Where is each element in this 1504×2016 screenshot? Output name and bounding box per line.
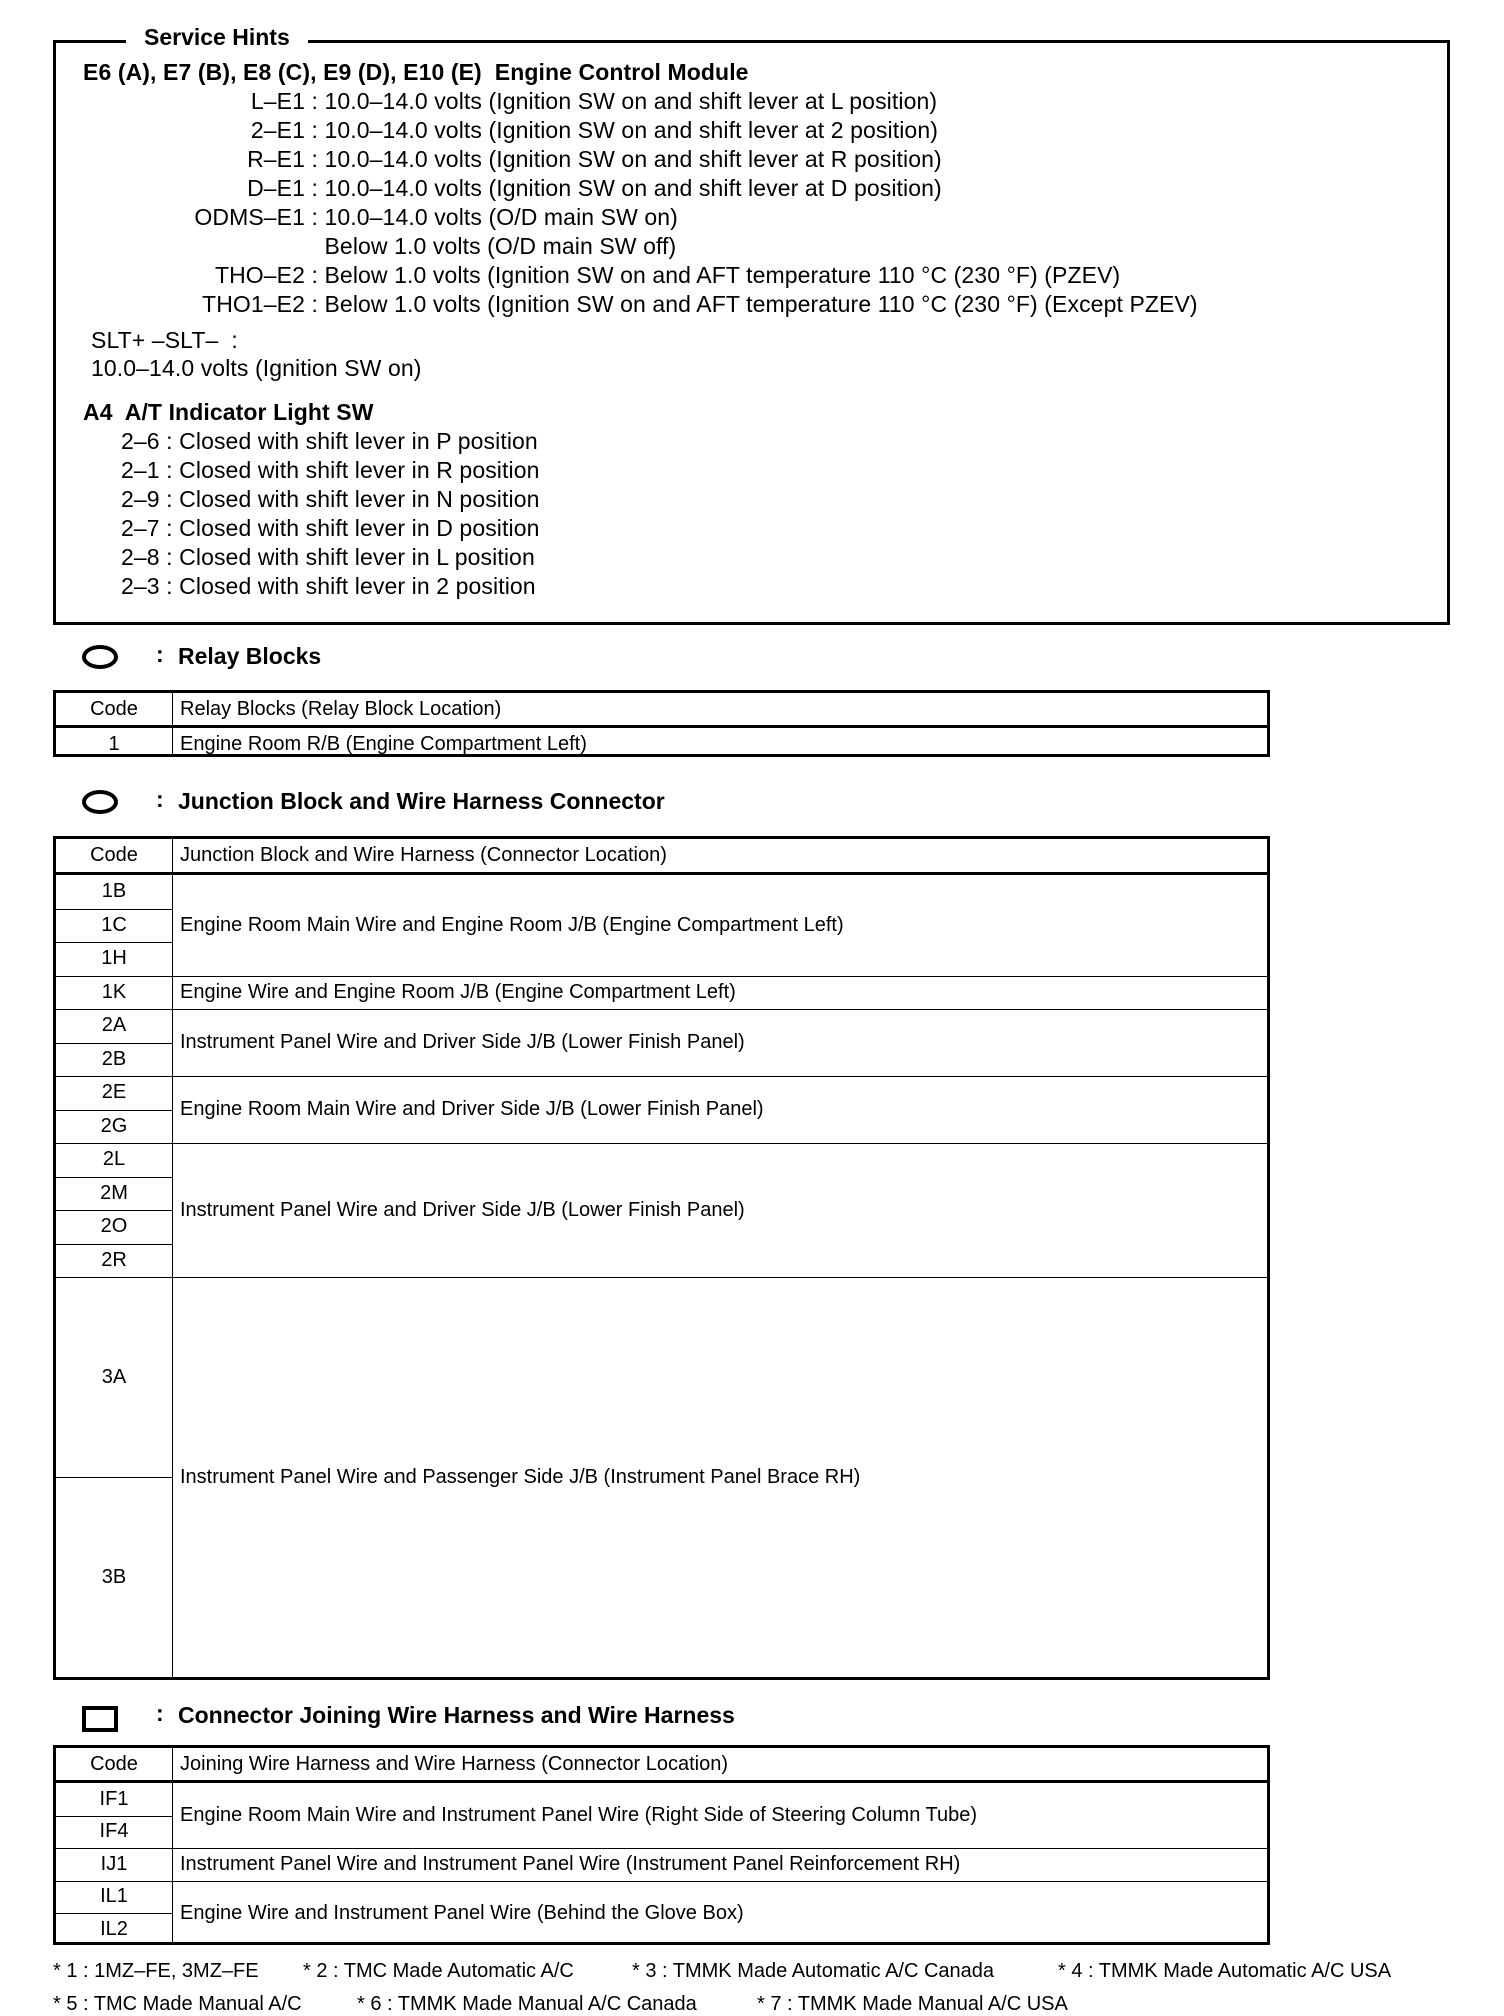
column-divider bbox=[172, 839, 173, 1677]
section-colon: : bbox=[156, 641, 164, 667]
oval-icon bbox=[82, 790, 118, 814]
ecm-line-text: Below 1.0 volts (Ignition SW on and AFT temperature 110 °C (230 °F) (PZEV) bbox=[318, 262, 1121, 288]
column-divider bbox=[172, 693, 173, 754]
code-cell: 2O bbox=[100, 1215, 128, 1238]
service-hints-title: Service Hints bbox=[126, 24, 308, 51]
code-cell: 2M bbox=[100, 1181, 128, 1204]
slt-label: SLT+ –SLT– : bbox=[91, 327, 238, 353]
code-cell: 3B bbox=[101, 1565, 127, 1588]
section-colon: : bbox=[156, 1700, 164, 1726]
indicator-line: 2–3 : Closed with shift lever in 2 position bbox=[121, 573, 536, 599]
ecm-line bbox=[0, 203, 678, 232]
junction-blocks-table bbox=[53, 836, 1270, 1680]
section-colon: : bbox=[156, 786, 164, 812]
header-code: Code bbox=[90, 844, 138, 866]
column-divider bbox=[172, 1748, 173, 1942]
oval-icon bbox=[82, 645, 118, 669]
code-cell: 3A bbox=[101, 1365, 127, 1388]
footnote: * 7 : TMMK Made Manual A/C USA bbox=[757, 1993, 1068, 2015]
footnote: * 3 : TMMK Made Automatic A/C Canada bbox=[632, 1960, 995, 1982]
location-cell: Instrument Panel Wire and Instrument Panel Wire (Instrument Panel Reinforcement RH) bbox=[180, 1852, 961, 1875]
indicator-line: 2–8 : Closed with shift lever in L position bbox=[121, 544, 535, 570]
code-cell: 1H bbox=[101, 947, 127, 970]
indicator-line: 2–9 : Closed with shift lever in N position bbox=[121, 486, 540, 512]
code-cell: 1C bbox=[101, 913, 127, 936]
ecm-line bbox=[0, 232, 676, 261]
ecm-line-code: THO1–E2 : bbox=[202, 291, 318, 317]
ecm-line bbox=[0, 261, 1120, 290]
code-cell: IJ1 bbox=[100, 1852, 128, 1875]
ecm-line bbox=[0, 145, 942, 174]
footnote: * 1 : 1MZ–FE, 3MZ–FE bbox=[53, 1960, 259, 1982]
footnote: * 4 : TMMK Made Automatic A/C USA bbox=[1058, 1960, 1392, 1982]
connectors-table bbox=[53, 1745, 1270, 1945]
slt-value: 10.0–14.0 volts (Ignition SW on) bbox=[91, 355, 422, 381]
code-cell: 2A bbox=[101, 1014, 127, 1037]
location-cell: Instrument Panel Wire and Driver Side J/B (Lower Finish Panel) bbox=[180, 1198, 745, 1221]
ecm-line-code: R–E1 : bbox=[247, 146, 318, 172]
ecm-line bbox=[0, 116, 938, 145]
ecm-line-text: 10.0–14.0 volts (Ignition SW on and shift lever at D position) bbox=[318, 175, 942, 201]
code-cell: 1B bbox=[101, 880, 127, 903]
code-cell: 1 bbox=[108, 732, 120, 755]
footnote: * 5 : TMC Made Manual A/C bbox=[53, 1993, 302, 2015]
footnote: * 6 : TMMK Made Manual A/C Canada bbox=[357, 1993, 697, 2015]
rectangle-icon bbox=[82, 1706, 118, 1732]
ecm-line-text: Below 1.0 volts (O/D main SW off) bbox=[318, 233, 677, 259]
code-cell: 2R bbox=[101, 1248, 127, 1271]
code-cell: 2E bbox=[101, 1081, 127, 1104]
ecm-line-text: 10.0–14.0 volts (Ignition SW on and shift lever at R position) bbox=[318, 146, 942, 172]
indicator-line: 2–7 : Closed with shift lever in D position bbox=[121, 515, 540, 541]
code-cell: 1K bbox=[101, 980, 127, 1003]
header-desc: Relay Blocks (Relay Block Location) bbox=[180, 697, 502, 720]
code-cell: 2G bbox=[100, 1114, 128, 1137]
ecm-line-code: L–E1 : bbox=[250, 88, 318, 114]
header-code: Code bbox=[90, 697, 138, 720]
code-cell: 2L bbox=[102, 1148, 126, 1171]
ecm-line-code: THO–E2 : bbox=[214, 262, 318, 288]
location-cell: Engine Wire and Engine Room J/B (Engine Compartment Left) bbox=[180, 980, 736, 1003]
ecm-line-code: ODMS–E1 : bbox=[194, 204, 318, 230]
ecm-line-text: 10.0–14.0 volts (Ignition SW on and shift lever at 2 position) bbox=[318, 117, 938, 143]
ecm-line-text: 10.0–14.0 volts (O/D main SW on) bbox=[318, 204, 678, 230]
footnote: * 2 : TMC Made Automatic A/C bbox=[303, 1960, 574, 1982]
ecm-line-text: 10.0–14.0 volts (Ignition SW on and shift lever at L position) bbox=[318, 88, 938, 114]
ecm-line-code: 2–E1 : bbox=[250, 117, 318, 143]
ecm-heading: E6 (A), E7 (B), E8 (C), E9 (D), E10 (E) Engine Control Module bbox=[83, 59, 749, 85]
indicator-line: 2–1 : Closed with shift lever in R position bbox=[121, 457, 540, 483]
header-desc: Joining Wire Harness and Wire Harness (Connector Location) bbox=[180, 1752, 729, 1775]
location-cell: Engine Room Main Wire and Driver Side J/B (Lower Finish Panel) bbox=[180, 1098, 764, 1120]
code-cell: IL2 bbox=[100, 1917, 128, 1940]
location-cell: Instrument Panel Wire and Passenger Side J/B (Instrument Panel Brace RH) bbox=[180, 1465, 861, 1488]
header-code: Code bbox=[90, 1752, 138, 1775]
code-cell: IF1 bbox=[99, 1787, 129, 1810]
junction-blocks-heading: Junction Block and Wire Harness Connector bbox=[178, 788, 665, 814]
connectors-heading: Connector Joining Wire Harness and Wire Harness bbox=[178, 1702, 735, 1728]
ecm-line bbox=[0, 290, 1198, 319]
ecm-line-code: D–E1 : bbox=[247, 175, 318, 201]
code-cell: IL1 bbox=[100, 1885, 128, 1908]
location-cell: Engine Room Main Wire and Engine Room J/B (Engine Compartment Left) bbox=[180, 913, 844, 936]
relay-blocks-heading: Relay Blocks bbox=[178, 643, 322, 669]
ecm-line bbox=[0, 174, 942, 203]
indicator-line: 2–6 : Closed with shift lever in P position bbox=[121, 428, 538, 454]
location-cell: Engine Wire and Instrument Panel Wire (Behind the Glove Box) bbox=[180, 1901, 744, 1924]
location-cell: Instrument Panel Wire and Driver Side J/B (Lower Finish Panel) bbox=[180, 1031, 745, 1053]
relay-blocks-table bbox=[53, 690, 1270, 757]
indicator-heading: A4 A/T Indicator Light SW bbox=[83, 399, 374, 425]
location-cell: Engine Room Main Wire and Instrument Panel Wire (Right Side of Steering Column Tube) bbox=[180, 1804, 978, 1826]
ecm-line bbox=[0, 87, 937, 116]
ecm-line-text: Below 1.0 volts (Ignition SW on and AFT temperature 110 °C (230 °F) (Except PZEV) bbox=[318, 291, 1198, 317]
code-cell: 2B bbox=[101, 1047, 127, 1070]
header-desc: Junction Block and Wire Harness (Connector Location) bbox=[180, 844, 667, 866]
location-cell: Engine Room R/B (Engine Compartment Left) bbox=[180, 732, 587, 755]
code-cell: IF4 bbox=[99, 1820, 129, 1843]
